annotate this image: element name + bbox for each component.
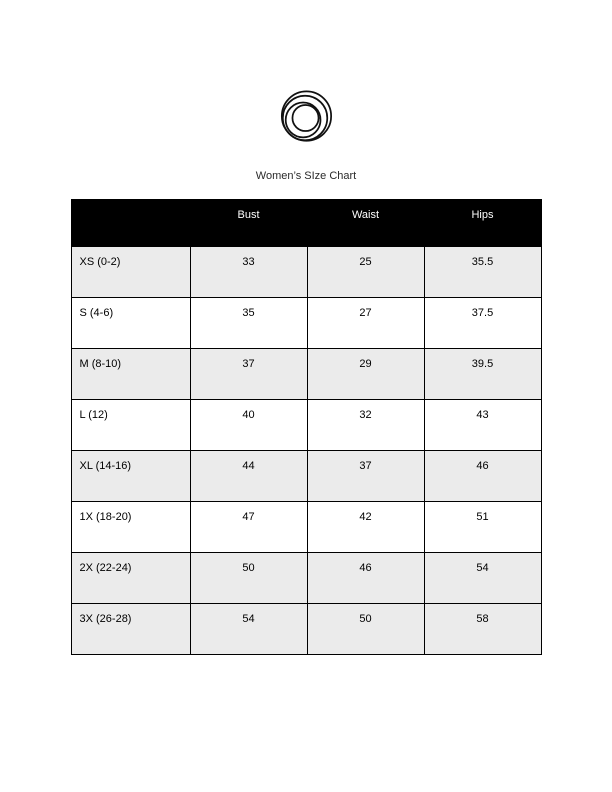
header-cell-bust: Bust — [190, 200, 307, 247]
hips-value-cell: 46 — [424, 451, 541, 502]
waist-value-cell: 37 — [307, 451, 424, 502]
bust-value-cell: 35 — [190, 298, 307, 349]
bust-value-cell: 47 — [190, 502, 307, 553]
hips-value-cell: 43 — [424, 400, 541, 451]
bust-value-cell: 40 — [190, 400, 307, 451]
header-cell-waist: Waist — [307, 200, 424, 247]
waist-value-cell: 29 — [307, 349, 424, 400]
waist-value-cell: 25 — [307, 247, 424, 298]
header-row — [71, 200, 541, 247]
size-label-cell: XL (14-16) — [71, 451, 190, 502]
table-row — [71, 604, 541, 655]
size-label-cell: M (8-10) — [71, 349, 190, 400]
table-row — [71, 451, 541, 502]
header-cell-hips: Hips — [424, 200, 541, 247]
size-label-cell: 3X (26-28) — [71, 604, 190, 655]
brand-logo — [277, 89, 335, 147]
hips-value-cell: 37.5 — [424, 298, 541, 349]
table-row — [71, 349, 541, 400]
hips-value-cell: 58 — [424, 604, 541, 655]
header-cell-size — [71, 200, 190, 247]
page-title: Women’s SIze Chart — [255, 170, 357, 182]
size-label-cell: 1X (18-20) — [71, 502, 190, 553]
hips-value-cell: 51 — [424, 502, 541, 553]
size-label-cell: L (12) — [71, 400, 190, 451]
waist-value-cell: 32 — [307, 400, 424, 451]
swirl-logo-icon — [277, 89, 335, 147]
bust-value-cell: 44 — [190, 451, 307, 502]
size-label-cell: 2X (22-24) — [71, 553, 190, 604]
hips-value-cell: 54 — [424, 553, 541, 604]
waist-value-cell: 46 — [307, 553, 424, 604]
size-label-cell: XS (0-2) — [71, 247, 190, 298]
bust-value-cell: 37 — [190, 349, 307, 400]
hips-value-cell: 35.5 — [424, 247, 541, 298]
table-row — [71, 553, 541, 604]
bust-value-cell: 33 — [190, 247, 307, 298]
waist-value-cell: 27 — [307, 298, 424, 349]
size-table — [71, 199, 542, 655]
table-row — [71, 502, 541, 553]
table-row — [71, 400, 541, 451]
hips-value-cell: 39.5 — [424, 349, 541, 400]
bust-value-cell: 54 — [190, 604, 307, 655]
bust-value-cell: 50 — [190, 553, 307, 604]
waist-value-cell: 50 — [307, 604, 424, 655]
size-label-cell: S (4-6) — [71, 298, 190, 349]
waist-value-cell: 42 — [307, 502, 424, 553]
table-row — [71, 247, 541, 298]
table-row — [71, 298, 541, 349]
